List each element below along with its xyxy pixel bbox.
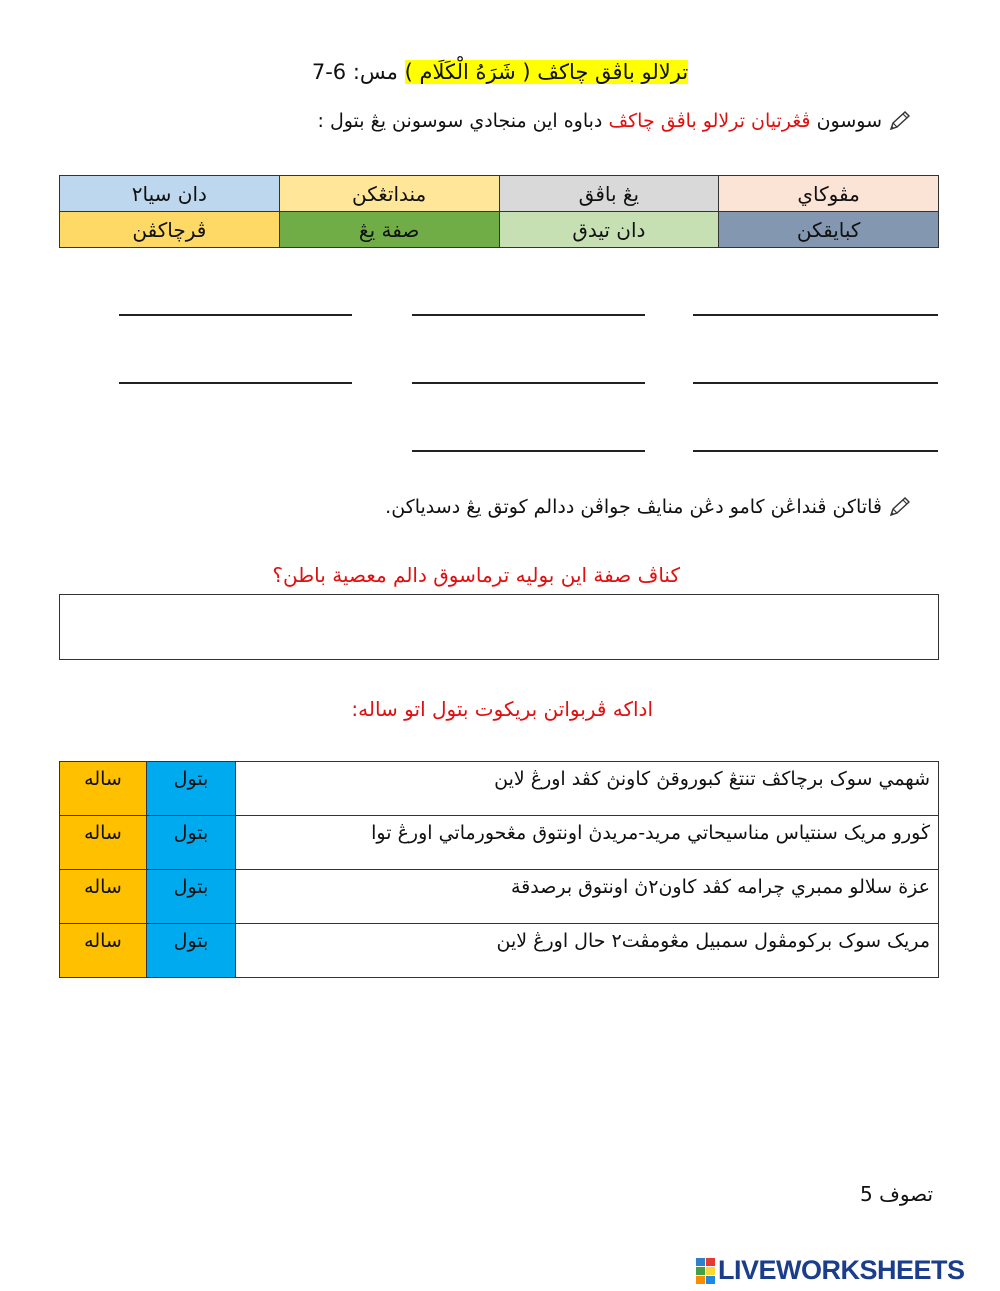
title-highlight: ترلالو باڤق چاکڤ ( شَرَهُ الْكَلَام ) bbox=[404, 60, 689, 84]
logo-text: LIVEWORKSHEETS bbox=[718, 1255, 965, 1285]
title-suffix: مس: 6-7 bbox=[311, 60, 405, 84]
worksheet-title bbox=[0, 60, 1000, 84]
true-button[interactable]: بتول bbox=[147, 762, 236, 816]
logo-block bbox=[696, 1258, 705, 1266]
word-tile[interactable]: يڠ باڤق bbox=[499, 176, 719, 212]
logo-block bbox=[696, 1267, 705, 1275]
word-tile[interactable]: دان تيدق bbox=[499, 212, 719, 248]
table-row bbox=[60, 816, 939, 870]
logo-block bbox=[706, 1267, 715, 1275]
pencil-icon bbox=[888, 110, 912, 132]
instruction-arrange bbox=[318, 110, 913, 132]
answer-blank-7[interactable] bbox=[693, 426, 938, 452]
question-text: كناڤ صفة اين بوليه ترماسوق دالم معصية باطن؟ bbox=[272, 563, 680, 587]
true-false-table bbox=[59, 761, 939, 978]
true-button[interactable]: بتول bbox=[147, 924, 236, 978]
logo-blocks-icon bbox=[696, 1258, 715, 1284]
answer-blank-8[interactable] bbox=[412, 426, 645, 452]
word-tile[interactable]: ڤرچاكڤن bbox=[60, 212, 280, 248]
true-false-heading: اداكه ڤربواتن بريكوت بتول اتو ساله: bbox=[351, 697, 653, 721]
false-button[interactable]: ساله bbox=[60, 762, 147, 816]
word-tile[interactable]: دان سيا٢ bbox=[60, 176, 280, 212]
word-bank-row bbox=[60, 212, 939, 248]
pencil-icon bbox=[888, 496, 912, 518]
word-tile[interactable]: مڤوكاي bbox=[719, 176, 939, 212]
instruction-text: ڤاتاكن ڤنداڠن كامو دڠن منايڤ جواڤن ددالم كوتق يڠ دسدياكن. bbox=[385, 496, 882, 518]
true-button[interactable]: بتول bbox=[147, 816, 236, 870]
word-bank-row bbox=[60, 176, 939, 212]
statement-text: ڬورو مريک سنتياس مناسيحاتي مريد-مريدڽ اونتوق مڠحورماتي اورڠ توا bbox=[236, 816, 939, 870]
table-row bbox=[60, 870, 939, 924]
instruction-opinion bbox=[385, 496, 912, 518]
answer-blank-6[interactable] bbox=[119, 358, 352, 384]
page-number: تصوف 5 bbox=[860, 1182, 934, 1206]
answer-blank-5[interactable] bbox=[412, 358, 645, 384]
answer-textbox[interactable] bbox=[59, 594, 939, 660]
answer-blank-3[interactable] bbox=[119, 290, 352, 316]
word-bank-table bbox=[59, 175, 939, 248]
word-tile[interactable]: منداتڠكن bbox=[279, 176, 499, 212]
table-row bbox=[60, 924, 939, 978]
answer-blank-1[interactable] bbox=[693, 290, 938, 316]
instruction-text: سوسون ڤڠرتيان ترلالو باڤق چاکڤ دباوه اين منجادي سوسونن يڠ بتول : bbox=[317, 110, 882, 132]
logo-block bbox=[706, 1276, 715, 1284]
statement-text: مريک سوک بركومڤول سمبيل مڠومڤت٢ حال اورڠ لاين bbox=[236, 924, 939, 978]
table-row bbox=[60, 762, 939, 816]
word-tile[interactable]: صفة يڠ bbox=[279, 212, 499, 248]
answer-blank-4[interactable] bbox=[693, 358, 938, 384]
logo-block bbox=[706, 1258, 715, 1266]
false-button[interactable]: ساله bbox=[60, 870, 147, 924]
false-button[interactable]: ساله bbox=[60, 816, 147, 870]
liveworksheets-logo bbox=[696, 1255, 965, 1286]
word-tile[interactable]: كبايقكن bbox=[719, 212, 939, 248]
statement-text: شهمي سوک برچاکڤ تنتڠ كبوروقڽ كاونڽ كڤد اورڠ لاين bbox=[236, 762, 939, 816]
answer-blank-2[interactable] bbox=[412, 290, 645, 316]
statement-text: عزة سلالو ممبري چرامه كڤد كاون٢ڽ اونتوق برصدقة bbox=[236, 870, 939, 924]
true-button[interactable]: بتول bbox=[147, 870, 236, 924]
false-button[interactable]: ساله bbox=[60, 924, 147, 978]
logo-block bbox=[696, 1276, 705, 1284]
